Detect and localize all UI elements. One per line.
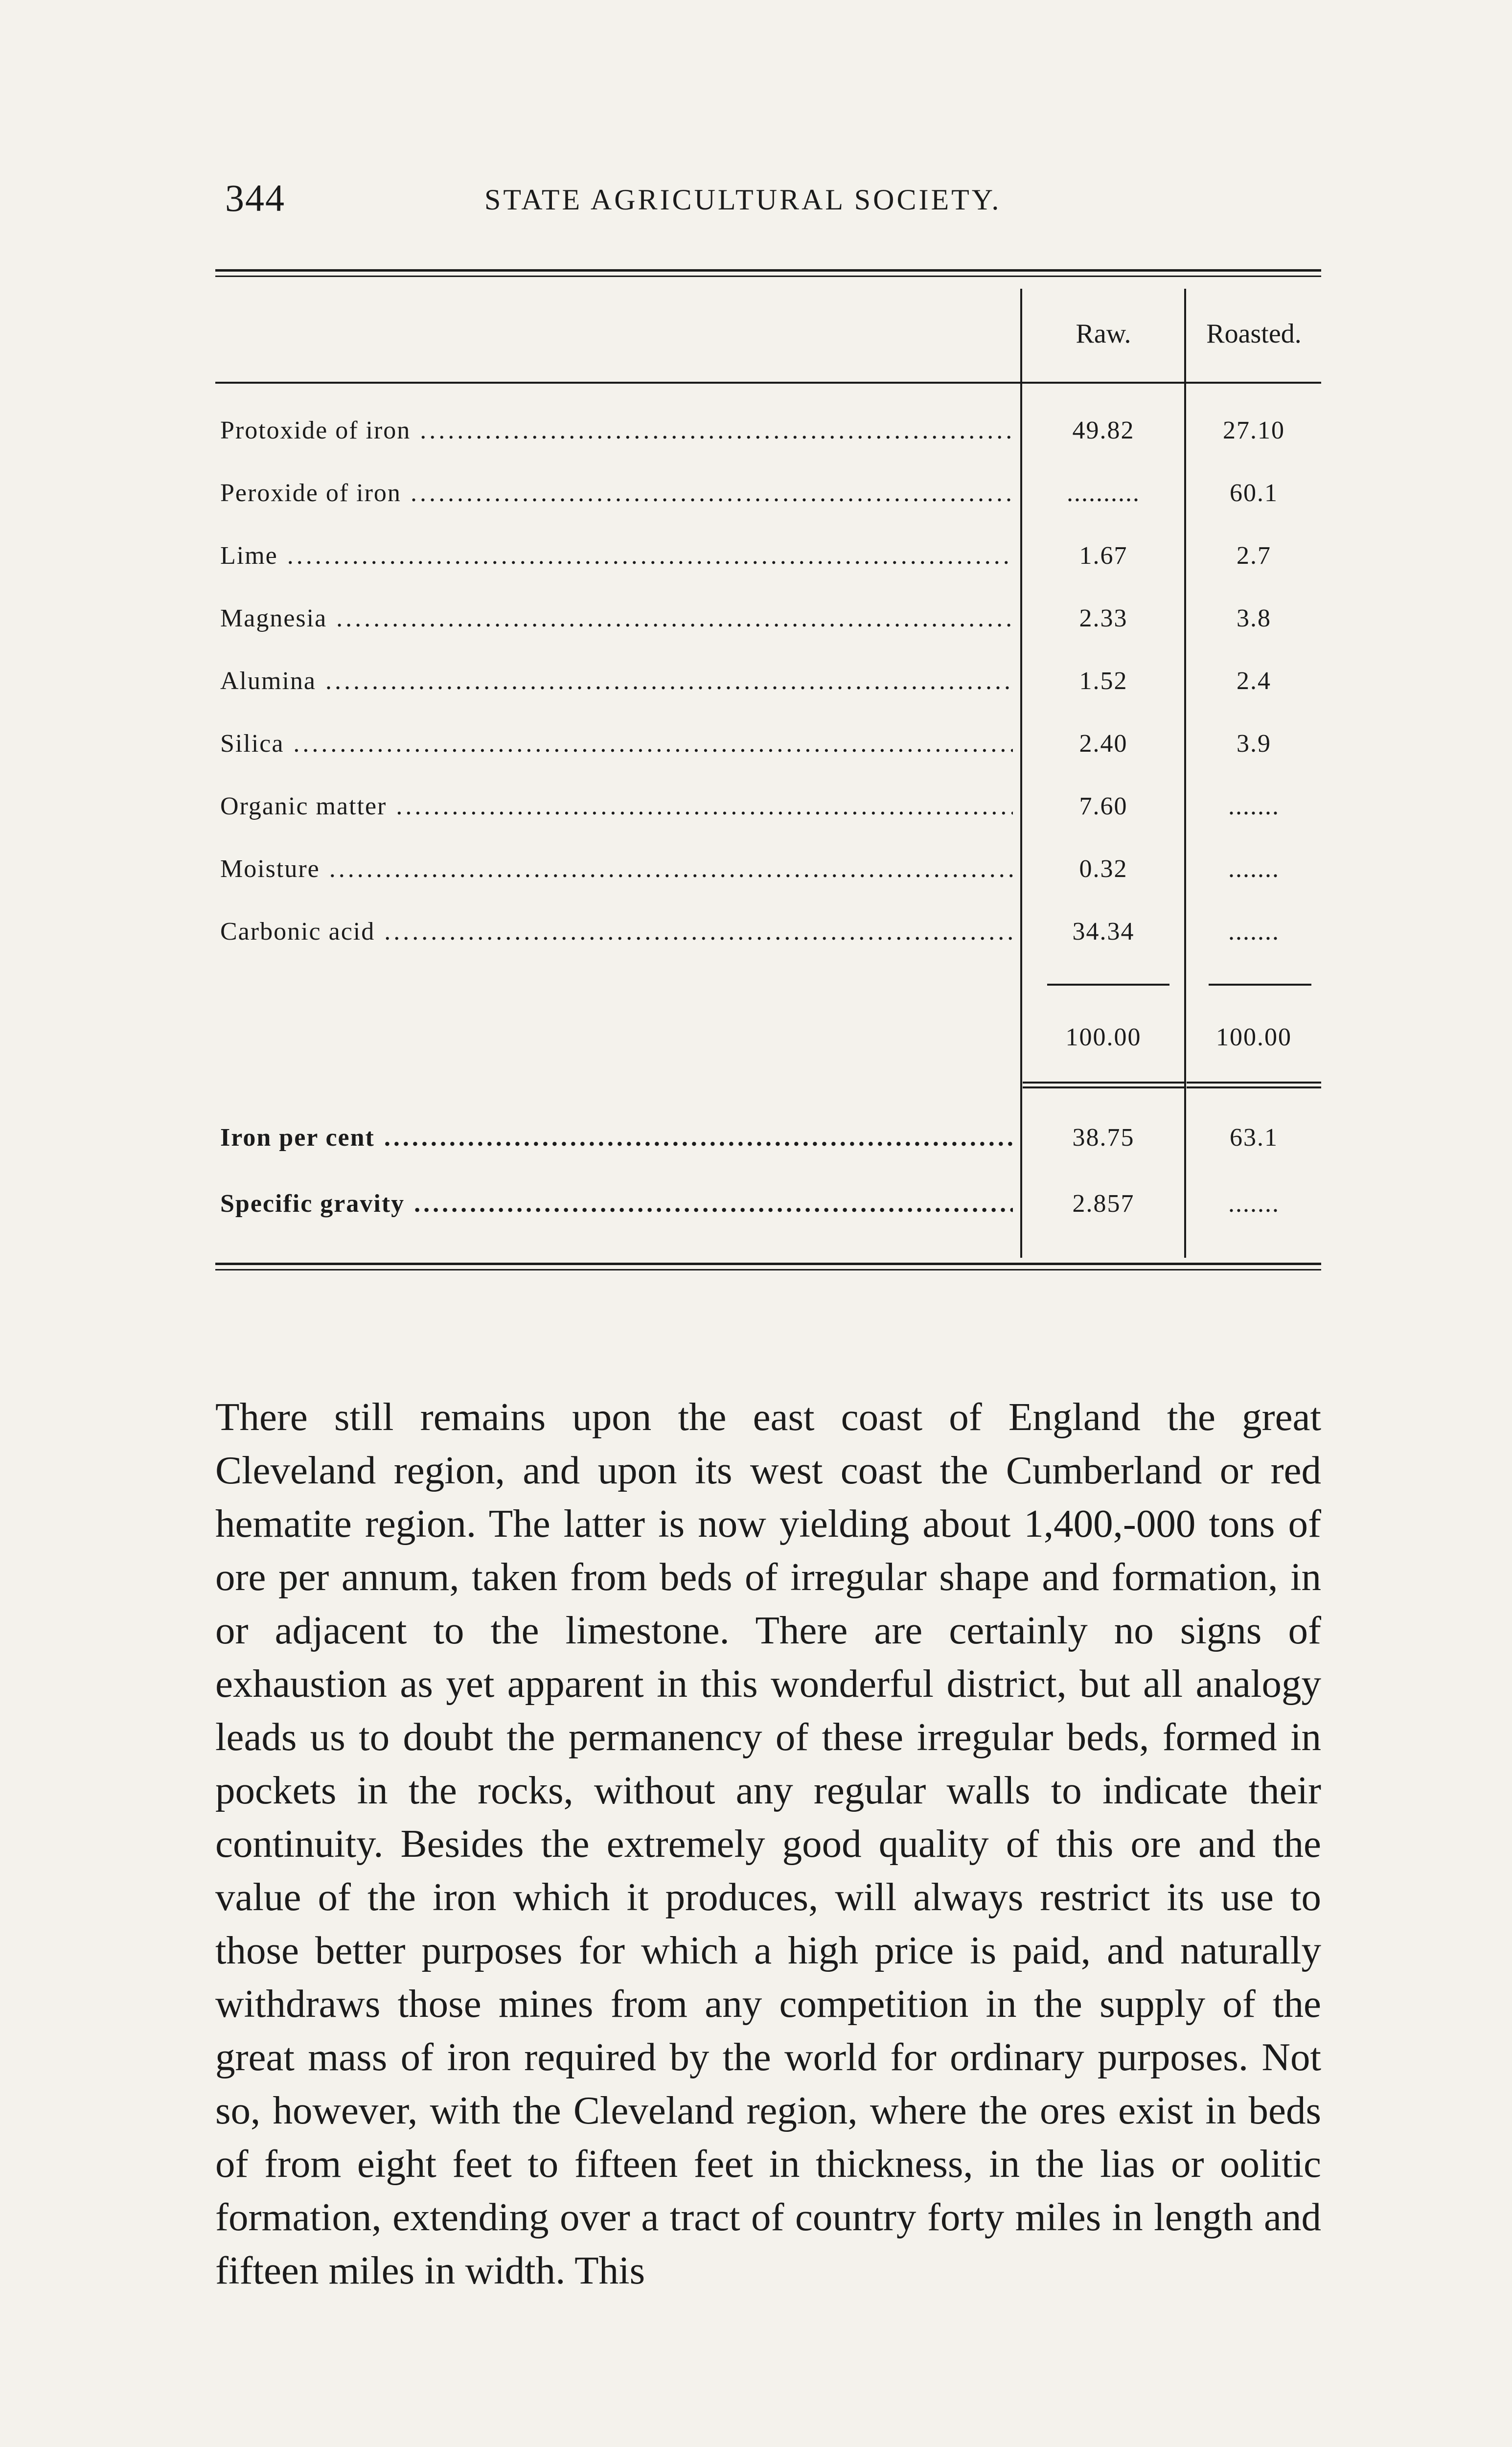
raw-total: 100.00: [1065, 1023, 1142, 1051]
roasted-value: .......: [1228, 855, 1280, 883]
running-header: [215, 176, 1321, 220]
sum-rule: [1209, 984, 1311, 986]
table-row: [215, 416, 1321, 465]
roasted-value: .......: [1228, 918, 1280, 946]
row-label: Alumina .....: [220, 667, 1013, 695]
row-label: Organic matter .....: [220, 792, 1013, 821]
table-row: [215, 729, 1321, 778]
roasted-total: 100.00: [1216, 1023, 1292, 1051]
raw-value: 49.82: [1072, 416, 1135, 444]
raw-value: 1.67: [1079, 542, 1128, 570]
row-label: Iron per cent .....: [220, 1123, 1013, 1152]
raw-value: 0.32: [1079, 855, 1128, 883]
raw-value: 2.40: [1079, 730, 1128, 758]
roasted-value: 3.9: [1237, 730, 1271, 758]
row-label: Lime .....: [220, 541, 1013, 570]
row-label: Carbonic acid .....: [220, 917, 1013, 946]
table-row: [215, 854, 1321, 903]
raw-value: 38.75: [1072, 1124, 1135, 1152]
roasted-value: .......: [1228, 1190, 1280, 1218]
roasted-value: 3.8: [1237, 604, 1271, 632]
column-header-roasted: Roasted.: [1206, 319, 1302, 349]
raw-value: 34.34: [1072, 918, 1135, 946]
raw-value: ..........: [1067, 479, 1140, 507]
table-row: [215, 479, 1321, 528]
table-row: [215, 792, 1321, 841]
page-number: 344: [225, 177, 285, 219]
roasted-value: 63.1: [1230, 1124, 1278, 1152]
row-label: Magnesia .....: [220, 604, 1013, 633]
sum-rule: [1047, 984, 1169, 986]
running-title: STATE AGRICULTURAL SOCIETY.: [484, 184, 1002, 216]
raw-value: 1.52: [1079, 667, 1128, 695]
row-label: Peroxide of iron .....: [220, 479, 1013, 508]
column-header-raw: Raw.: [1076, 319, 1131, 349]
table-row: [215, 604, 1321, 653]
table-row: [215, 1189, 1321, 1238]
row-label: Specific gravity .....: [220, 1189, 1013, 1218]
roasted-value: 2.4: [1237, 667, 1271, 695]
roasted-value: .......: [1228, 792, 1280, 820]
body-paragraph: There still remains upon the east coast of England the great Cleveland region, and upon its west coast the Cumberland or red hematite region. The latter is now yielding about 1,400,-000 tons of ore per annum, taken from beds of irregular shape and formation, in or adjacent to the limestone. There are certainly no signs of exhaustion as yet apparent in this wonderful district, but all analogy leads us to doubt the permanency of these irregular beds, formed in pockets in the rocks, without any regular walls to indicate their continuity. Besides the extremely good quality of this ore and the value of the iron which it produces, will always restrict its use to those better purposes for which a high price is paid, and naturally withdraws those mines from any competition in the supply of the great mass of iron required by the world for ordinary purposes. Not so, however, with the Cleveland region, where the ores exist in beds of from eight feet to fifteen feet in thickness, in the lias or oolitic formation, extending over a tract of country forty miles in length and fifteen miles in width. This: [215, 1395, 1321, 2292]
row-label: Silica .....: [220, 729, 1013, 758]
table-row: [215, 1123, 1321, 1172]
row-label: Moisture .....: [220, 854, 1013, 883]
roasted-value: 2.7: [1237, 542, 1271, 570]
table-row: [215, 541, 1321, 590]
total-double-rule: [1187, 1082, 1321, 1088]
roasted-value: 27.10: [1223, 416, 1285, 444]
table-row: [215, 667, 1321, 716]
raw-value: 2.857: [1072, 1190, 1135, 1218]
analysis-table: [215, 269, 1321, 1307]
table-bottom-rule: [215, 1263, 1321, 1270]
total-double-rule: [1023, 1082, 1184, 1088]
table-row: [215, 917, 1321, 966]
totals-row: [215, 1023, 1321, 1072]
header-rule: [215, 382, 1321, 384]
roasted-value: 60.1: [1230, 479, 1278, 507]
table-top-rule: [215, 269, 1321, 277]
row-label: Protoxide of iron .....: [220, 416, 1013, 445]
raw-value: 7.60: [1079, 792, 1128, 820]
raw-value: 2.33: [1079, 604, 1128, 632]
